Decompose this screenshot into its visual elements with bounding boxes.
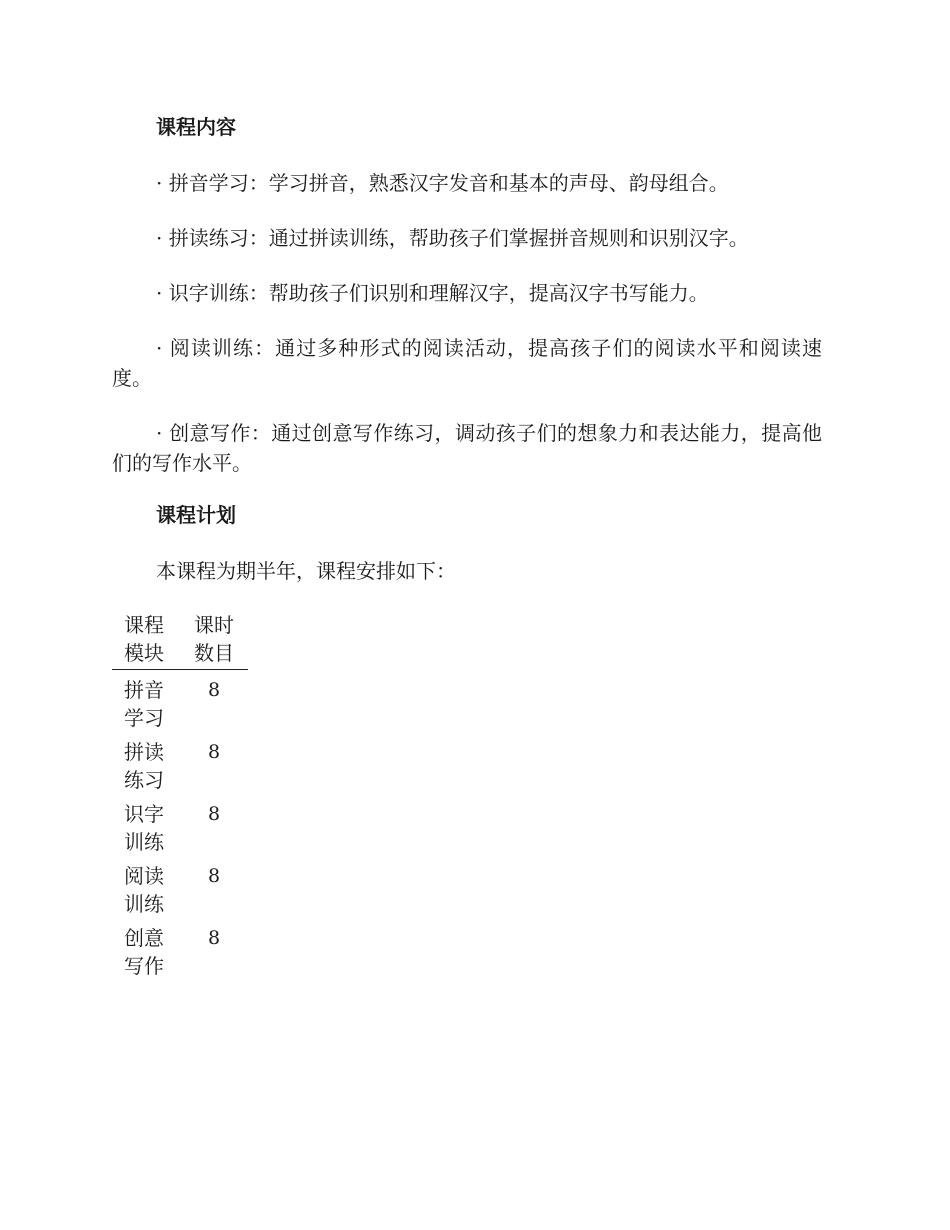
content-item-spelling: · 拼读练习：通过拼读训练，帮助孩子们掌握拼音规则和识别汉字。	[156, 226, 749, 250]
cell-module: 识字训练	[124, 802, 164, 854]
header-hours: 课时数目	[180, 611, 248, 670]
cell-hours: 8	[207, 741, 221, 763]
header-module: 课程模块	[112, 611, 180, 670]
content-item-reading: · 阅读训练：通过多种形式的阅读活动，提高孩子们的阅读水平和阅读速度。	[112, 336, 822, 390]
table-row	[112, 670, 248, 733]
cell-hours: 8	[207, 679, 221, 701]
table-header-row	[112, 611, 248, 670]
content-item-literacy: · 识字训练：帮助孩子们识别和理解汉字，提高汉字书写能力。	[156, 281, 709, 305]
section-title-course-content: 课程内容	[156, 115, 236, 139]
table-row	[112, 918, 248, 980]
cell-hours: 8	[207, 803, 221, 825]
cell-module: 拼音学习	[124, 678, 164, 730]
cell-hours: 8	[207, 865, 221, 887]
content-item-pinyin: · 拼音学习：学习拼音，熟悉汉字发音和基本的声母、韵母组合。	[156, 171, 729, 195]
table-row	[112, 732, 248, 794]
table-row	[112, 856, 248, 918]
cell-module: 拼读练习	[124, 740, 164, 792]
content-item-writing: · 创意写作：通过创意写作练习，调动孩子们的想象力和表达能力，提高他们的写作水平。	[112, 421, 822, 475]
cell-hours: 8	[207, 927, 221, 949]
table-row	[112, 794, 248, 856]
document-body	[112, 168, 822, 980]
section-title-course-plan: 课程计划	[156, 503, 236, 527]
cell-module: 阅读训练	[124, 864, 164, 916]
plan-intro: 本课程为期半年，课程安排如下：	[156, 559, 456, 583]
course-plan-table	[112, 611, 248, 980]
cell-module: 创意写作	[124, 926, 164, 978]
